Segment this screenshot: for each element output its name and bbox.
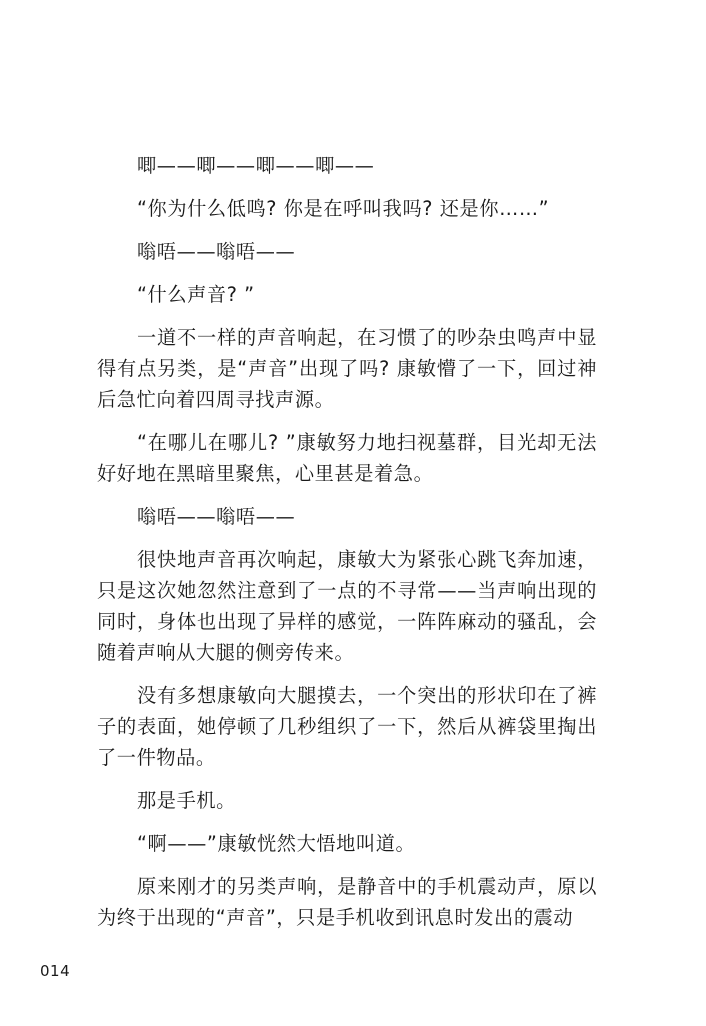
paragraph-realization: “啊——”康敏恍然大悟地叫道。 [137, 832, 416, 855]
paragraph-question: “你为什么低鸣? 你是在呼叫我吗? 还是你……” [137, 197, 550, 220]
paragraph-reach-thigh: 没有多想康敏向大腿摸去，一个突出的形状印在了裤子的表面，她停顿了几秒组织了一下，然后从裤袋里掏出了一件物品。 [97, 684, 597, 769]
paragraph-different-sound: 一道不一样的声音响起，在习惯了的吵杂虫鸣声中显得有点另类，是“声音”出现了吗? 康敏懵了一下，回过神后急忙向着四周寻找声源。 [97, 326, 597, 411]
paragraph-explanation: 原来刚才的另类声响，是静音中的手机震动声，原以为终于出现的“声音”，只是手机收到讯息时发出的震动 [97, 875, 597, 929]
paragraph-what-sound: “什么声音? ” [137, 283, 255, 306]
paragraph-sound-again: 很快地声音再次响起，康敏大为紧张心跳飞奔加速，只是这次她忽然注意到了一点的不寻常——当声响出现的同时，身体也出现了异样的感觉，一阵阵麻动的骚乱，会随着声响从大腿的侧旁传来。 [97, 548, 597, 664]
paragraph-buzz-2: 嗡唔——嗡唔—— [137, 505, 296, 528]
paragraph-where: “在哪儿在哪儿? ”康敏努力地扫视墓群，目光却无法好好地在黑暗里聚焦，心里甚是着急。 [97, 431, 597, 485]
paragraph-buzz-1: 嗡唔——嗡唔—— [137, 240, 296, 263]
paragraph-cricket-chirp: 唧——唧——唧——唧—— [137, 154, 375, 177]
page-number: 014 [40, 962, 71, 980]
paragraph-phone: 那是手机。 [137, 789, 236, 812]
body-text [97, 150, 597, 945]
